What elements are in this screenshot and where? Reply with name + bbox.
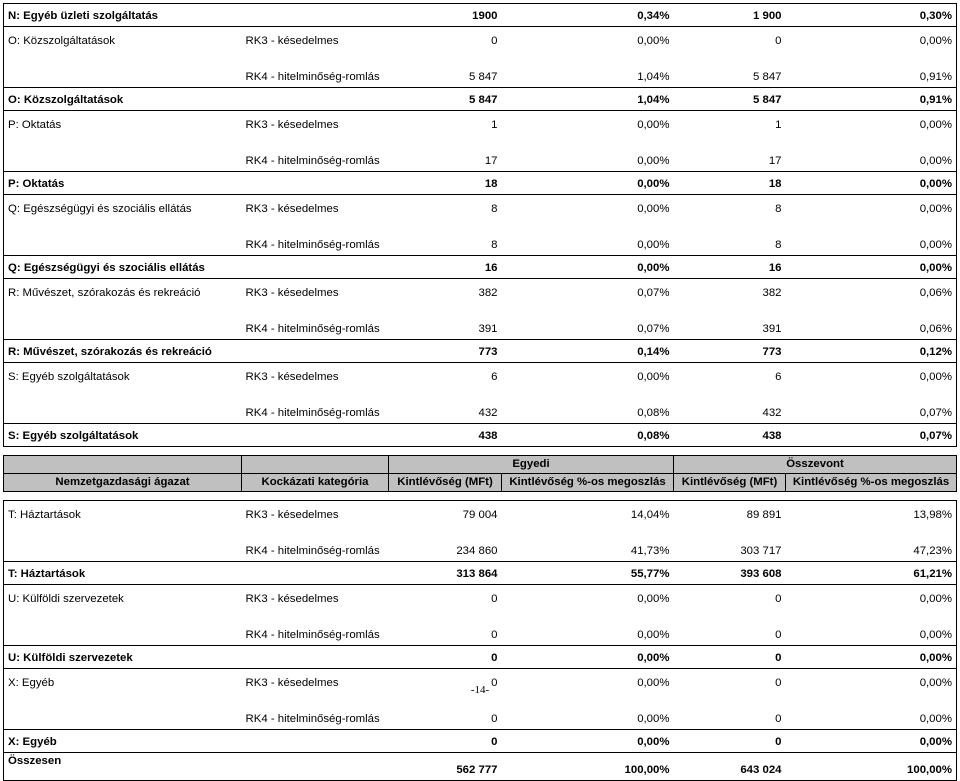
kintlevoseg-egyedi-cell: 79 004 [389, 501, 502, 526]
kintlevoseg-osszevont-cell: 0 [775, 593, 782, 605]
header-kategoria: Kockázati kategória [242, 474, 389, 492]
megoszlas-egyedi-cell: 0,00% [502, 646, 674, 669]
sector-cell: S: Egyéb szolgáltatások [4, 424, 242, 447]
category-cell [242, 256, 389, 279]
kintlevoseg-osszevont-cell: 438 [674, 424, 786, 447]
bottom-rows [4, 501, 957, 753]
kintlevoseg-osszevont-cell: 5 847 [674, 88, 786, 111]
total-label: Összesen [4, 753, 242, 781]
table-row [4, 693, 957, 730]
category-cell: RK4 - hitelminőség-romlás [245, 155, 380, 167]
category-cell [242, 646, 389, 669]
category-cell: RK4 - hitelminőség-romlás [245, 713, 380, 725]
table-row [4, 387, 957, 424]
header-kintlevoseg-egyedi: Kintlévőség (MFt) [389, 474, 502, 492]
total-blank [242, 753, 389, 781]
kintlevoseg-egyedi-cell: 0 [491, 35, 498, 47]
table-row [4, 219, 957, 256]
megoszlas-osszevont-cell: 0,00% [786, 219, 957, 256]
kintlevoseg-egyedi-cell: 0 [389, 646, 502, 669]
subtotal-row [4, 340, 957, 363]
table-row [4, 279, 957, 304]
table-row [4, 363, 957, 388]
megoszlas-egyedi-cell: 55,77% [502, 562, 674, 585]
exposure-table [3, 3, 957, 781]
kintlevoseg-osszevont-cell: 89 891 [674, 501, 786, 526]
header-blank-2 [242, 456, 389, 474]
category-cell: RK3 - késedelmes [245, 35, 339, 47]
kintlevoseg-osszevont-cell: 18 [674, 172, 786, 195]
header-blank-1 [4, 456, 242, 474]
megoszlas-osszevont-cell: 0,00% [786, 646, 957, 669]
kintlevoseg-egyedi-cell: 0 [491, 677, 498, 689]
category-cell: RK3 - késedelmes [245, 371, 339, 383]
category-cell: RK3 - késedelmes [245, 203, 339, 215]
total-kintlevoseg-osszevont: 643 024 [674, 753, 786, 781]
total-megoszlas-osszevont: 100,00% [786, 753, 957, 781]
megoszlas-egyedi-cell: 0,00% [502, 730, 674, 753]
category-cell: RK3 - késedelmes [245, 677, 339, 689]
total-megoszlas-egyedi: 100,00% [502, 753, 674, 781]
megoszlas-egyedi-cell: 0,00% [637, 203, 670, 215]
kintlevoseg-egyedi-cell: 382 [478, 287, 498, 299]
header-kintlevoseg-osszevont: Kintlévőség (MFt) [674, 474, 786, 492]
kintlevoseg-osszevont-cell: 393 608 [674, 562, 786, 585]
megoszlas-egyedi-cell: 0,00% [502, 256, 674, 279]
category-cell: RK4 - hitelminőség-romlás [245, 71, 380, 83]
sector-cell: X: Egyéb [4, 669, 242, 694]
sector-cell [4, 609, 242, 646]
megoszlas-egyedi-cell: 0,00% [637, 593, 670, 605]
megoszlas-egyedi-cell: 0,07% [637, 323, 670, 335]
kintlevoseg-egyedi-cell: 17 [484, 155, 498, 167]
megoszlas-osszevont-cell: 0,91% [786, 51, 957, 88]
sector-cell: X: Egyéb [4, 730, 242, 753]
sector-cell: P: Oktatás [4, 111, 242, 136]
megoszlas-osszevont-cell: 0,00% [786, 669, 957, 694]
category-cell: RK3 - késedelmes [245, 119, 339, 131]
kintlevoseg-egyedi-cell: 8 [491, 239, 498, 251]
kintlevoseg-osszevont-cell: 382 [762, 287, 782, 299]
category-cell: RK4 - hitelminőség-romlás [245, 545, 380, 557]
kintlevoseg-osszevont-cell: 1 [775, 119, 782, 131]
kintlevoseg-osszevont-cell: 8 [775, 239, 782, 251]
megoszlas-osszevont-cell: 0,00% [786, 693, 957, 730]
kintlevoseg-egyedi-cell: 1900 [389, 4, 502, 27]
megoszlas-egyedi-cell: 0,00% [637, 155, 670, 167]
table-row [4, 51, 957, 88]
subtotal-row [4, 562, 957, 585]
subtotal-row [4, 172, 957, 195]
kintlevoseg-osszevont-cell: 1 900 [674, 4, 786, 27]
megoszlas-egyedi-cell: 0,08% [502, 424, 674, 447]
sector-cell: N: Egyéb üzleti szolgáltatás [4, 4, 242, 27]
megoszlas-egyedi-cell: 1,04% [502, 88, 674, 111]
sector-cell: R: Művészet, szórakozás és rekreáció [4, 279, 242, 304]
table-row [4, 135, 957, 172]
header-group-egyedi: Egyedi [389, 456, 674, 474]
kintlevoseg-osszevont-cell: 432 [762, 407, 782, 419]
subtotal-row [4, 4, 957, 27]
megoszlas-osszevont-cell: 0,00% [786, 730, 957, 753]
kintlevoseg-egyedi-cell: 0 [389, 730, 502, 753]
megoszlas-egyedi-cell: 41,73% [630, 545, 670, 557]
kintlevoseg-egyedi-cell: 1 [491, 119, 498, 131]
kintlevoseg-osszevont-cell: 17 [768, 155, 782, 167]
category-cell: RK3 - késedelmes [245, 593, 339, 605]
megoszlas-egyedi-cell: 0,08% [637, 407, 670, 419]
kintlevoseg-egyedi-cell: 438 [389, 424, 502, 447]
kintlevoseg-osszevont-cell: 5 847 [752, 71, 782, 83]
megoszlas-osszevont-cell: 0,07% [786, 424, 957, 447]
top-rows [4, 4, 957, 447]
megoszlas-osszevont-cell: 0,00% [786, 256, 957, 279]
table-row [4, 609, 957, 646]
kintlevoseg-egyedi-cell: 234 860 [456, 545, 498, 557]
kintlevoseg-egyedi-cell: 0 [491, 713, 498, 725]
megoszlas-egyedi-cell: 0,07% [637, 287, 670, 299]
megoszlas-osszevont-cell: 47,23% [786, 525, 957, 562]
sector-cell [4, 693, 242, 730]
megoszlas-egyedi-cell: 1,04% [637, 71, 670, 83]
total-kintlevoseg-egyedi: 562 777 [389, 753, 502, 781]
subtotal-row [4, 730, 957, 753]
table-row [4, 27, 957, 52]
category-cell: RK3 - késedelmes [245, 287, 339, 299]
category-cell: RK4 - hitelminőség-romlás [245, 239, 380, 251]
megoszlas-egyedi-cell: 0,00% [637, 713, 670, 725]
megoszlas-egyedi-cell: 0,34% [502, 4, 674, 27]
subtotal-row [4, 256, 957, 279]
page-number: -14- [470, 684, 490, 696]
megoszlas-osszevont-cell: 0,00% [786, 135, 957, 172]
sector-cell: P: Oktatás [4, 172, 242, 195]
megoszlas-egyedi-cell: 0,14% [502, 340, 674, 363]
kintlevoseg-osszevont-cell: 0 [775, 35, 782, 47]
megoszlas-osszevont-cell: 0,12% [786, 340, 957, 363]
category-cell [242, 730, 389, 753]
kintlevoseg-osszevont-cell: 0 [775, 713, 782, 725]
megoszlas-osszevont-cell: 0,30% [786, 4, 957, 27]
kintlevoseg-osszevont-cell: 0 [775, 677, 782, 689]
kintlevoseg-egyedi-cell: 391 [478, 323, 498, 335]
sector-cell [4, 387, 242, 424]
megoszlas-osszevont-cell: 13,98% [786, 501, 957, 526]
megoszlas-egyedi-cell: 14,04% [502, 501, 674, 526]
megoszlas-egyedi-cell: 0,00% [637, 119, 670, 131]
category-cell [242, 88, 389, 111]
category-cell [242, 172, 389, 195]
kintlevoseg-egyedi-cell: 5 847 [389, 88, 502, 111]
header-megoszlas-egyedi: Kintlévőség %-os megoszlás [502, 474, 674, 492]
megoszlas-egyedi-cell: 0,00% [637, 239, 670, 251]
kintlevoseg-egyedi-cell: 773 [389, 340, 502, 363]
table-row [4, 303, 957, 340]
category-cell [242, 4, 389, 27]
table-row [4, 111, 957, 136]
megoszlas-osszevont-cell: 0,91% [786, 88, 957, 111]
megoszlas-osszevont-cell: 0,00% [786, 585, 957, 610]
megoszlas-osszevont-cell: 0,00% [786, 195, 957, 220]
megoszlas-osszevont-cell: 0,06% [786, 303, 957, 340]
header-megoszlas-osszevont: Kintlévőség %-os megoszlás [786, 474, 957, 492]
megoszlas-egyedi-cell: 0,00% [637, 35, 670, 47]
megoszlas-egyedi-cell: 0,00% [637, 371, 670, 383]
megoszlas-osszevont-cell: 0,00% [786, 27, 957, 52]
subtotal-row [4, 646, 957, 669]
category-cell [242, 424, 389, 447]
kintlevoseg-osszevont-cell: 303 717 [740, 545, 782, 557]
sector-cell [4, 219, 242, 256]
kintlevoseg-egyedi-cell: 6 [491, 371, 498, 383]
sector-cell [4, 525, 242, 562]
kintlevoseg-egyedi-cell: 18 [389, 172, 502, 195]
megoszlas-osszevont-cell: 0,00% [786, 111, 957, 136]
kintlevoseg-egyedi-cell: 8 [491, 203, 498, 215]
kintlevoseg-osszevont-cell: 8 [775, 203, 782, 215]
kintlevoseg-egyedi-cell: 5 847 [468, 71, 498, 83]
kintlevoseg-egyedi-cell: 0 [491, 629, 498, 641]
sector-cell: S: Egyéb szolgáltatások [4, 363, 242, 388]
kintlevoseg-egyedi-cell: 0 [491, 593, 498, 605]
sector-cell: Q: Egészségügyi és szociális ellátás [4, 256, 242, 279]
kintlevoseg-osszevont-cell: 16 [674, 256, 786, 279]
category-cell: RK4 - hitelminőség-romlás [245, 323, 380, 335]
kintlevoseg-osszevont-cell: 0 [775, 629, 782, 641]
sector-cell [4, 51, 242, 88]
sector-cell: U: Külföldi szervezetek [4, 585, 242, 610]
megoszlas-egyedi-cell: 0,00% [637, 629, 670, 641]
kintlevoseg-osszevont-cell: 0 [674, 646, 786, 669]
kintlevoseg-osszevont-cell: 391 [762, 323, 782, 335]
sector-cell [4, 303, 242, 340]
sector-cell: O: Közszolgáltatások [4, 88, 242, 111]
megoszlas-egyedi-cell: 0,00% [502, 172, 674, 195]
megoszlas-egyedi-cell: 0,00% [637, 677, 670, 689]
sector-cell: T: Háztartások [4, 562, 242, 585]
sector-cell: T: Háztartások [4, 501, 242, 526]
megoszlas-osszevont-cell: 0,00% [786, 363, 957, 388]
subtotal-row [4, 424, 957, 447]
kintlevoseg-egyedi-cell: 313 864 [389, 562, 502, 585]
sector-cell: Q: Egészségügyi és szociális ellátás [4, 195, 242, 220]
sector-cell [4, 135, 242, 172]
category-cell [242, 562, 389, 585]
category-cell: RK3 - késedelmes [242, 501, 389, 526]
kintlevoseg-osszevont-cell: 6 [775, 371, 782, 383]
table-row [4, 585, 957, 610]
kintlevoseg-egyedi-cell: 16 [389, 256, 502, 279]
subtotal-row [4, 88, 957, 111]
kintlevoseg-osszevont-cell: 0 [674, 730, 786, 753]
sector-cell: R: Művészet, szórakozás és rekreáció [4, 340, 242, 363]
sector-cell: U: Külföldi szervezetek [4, 646, 242, 669]
category-cell [242, 340, 389, 363]
megoszlas-osszevont-cell: 0,06% [786, 279, 957, 304]
table-row [4, 195, 957, 220]
megoszlas-osszevont-cell: 0,07% [786, 387, 957, 424]
header-group-osszevont: Összevont [674, 456, 957, 474]
table-header [4, 447, 957, 501]
category-cell: RK4 - hitelminőség-romlás [245, 629, 380, 641]
kintlevoseg-osszevont-cell: 773 [674, 340, 786, 363]
table-row [4, 525, 957, 562]
total-section [4, 753, 957, 781]
megoszlas-osszevont-cell: 0,00% [786, 609, 957, 646]
category-cell: RK4 - hitelminőség-romlás [245, 407, 380, 419]
megoszlas-osszevont-cell: 61,21% [786, 562, 957, 585]
table-row [4, 501, 957, 526]
megoszlas-osszevont-cell: 0,00% [786, 172, 957, 195]
header-agazat: Nemzetgazdasági ágazat [4, 474, 242, 492]
kintlevoseg-egyedi-cell: 432 [478, 407, 498, 419]
sector-cell: O: Közszolgáltatások [4, 27, 242, 52]
